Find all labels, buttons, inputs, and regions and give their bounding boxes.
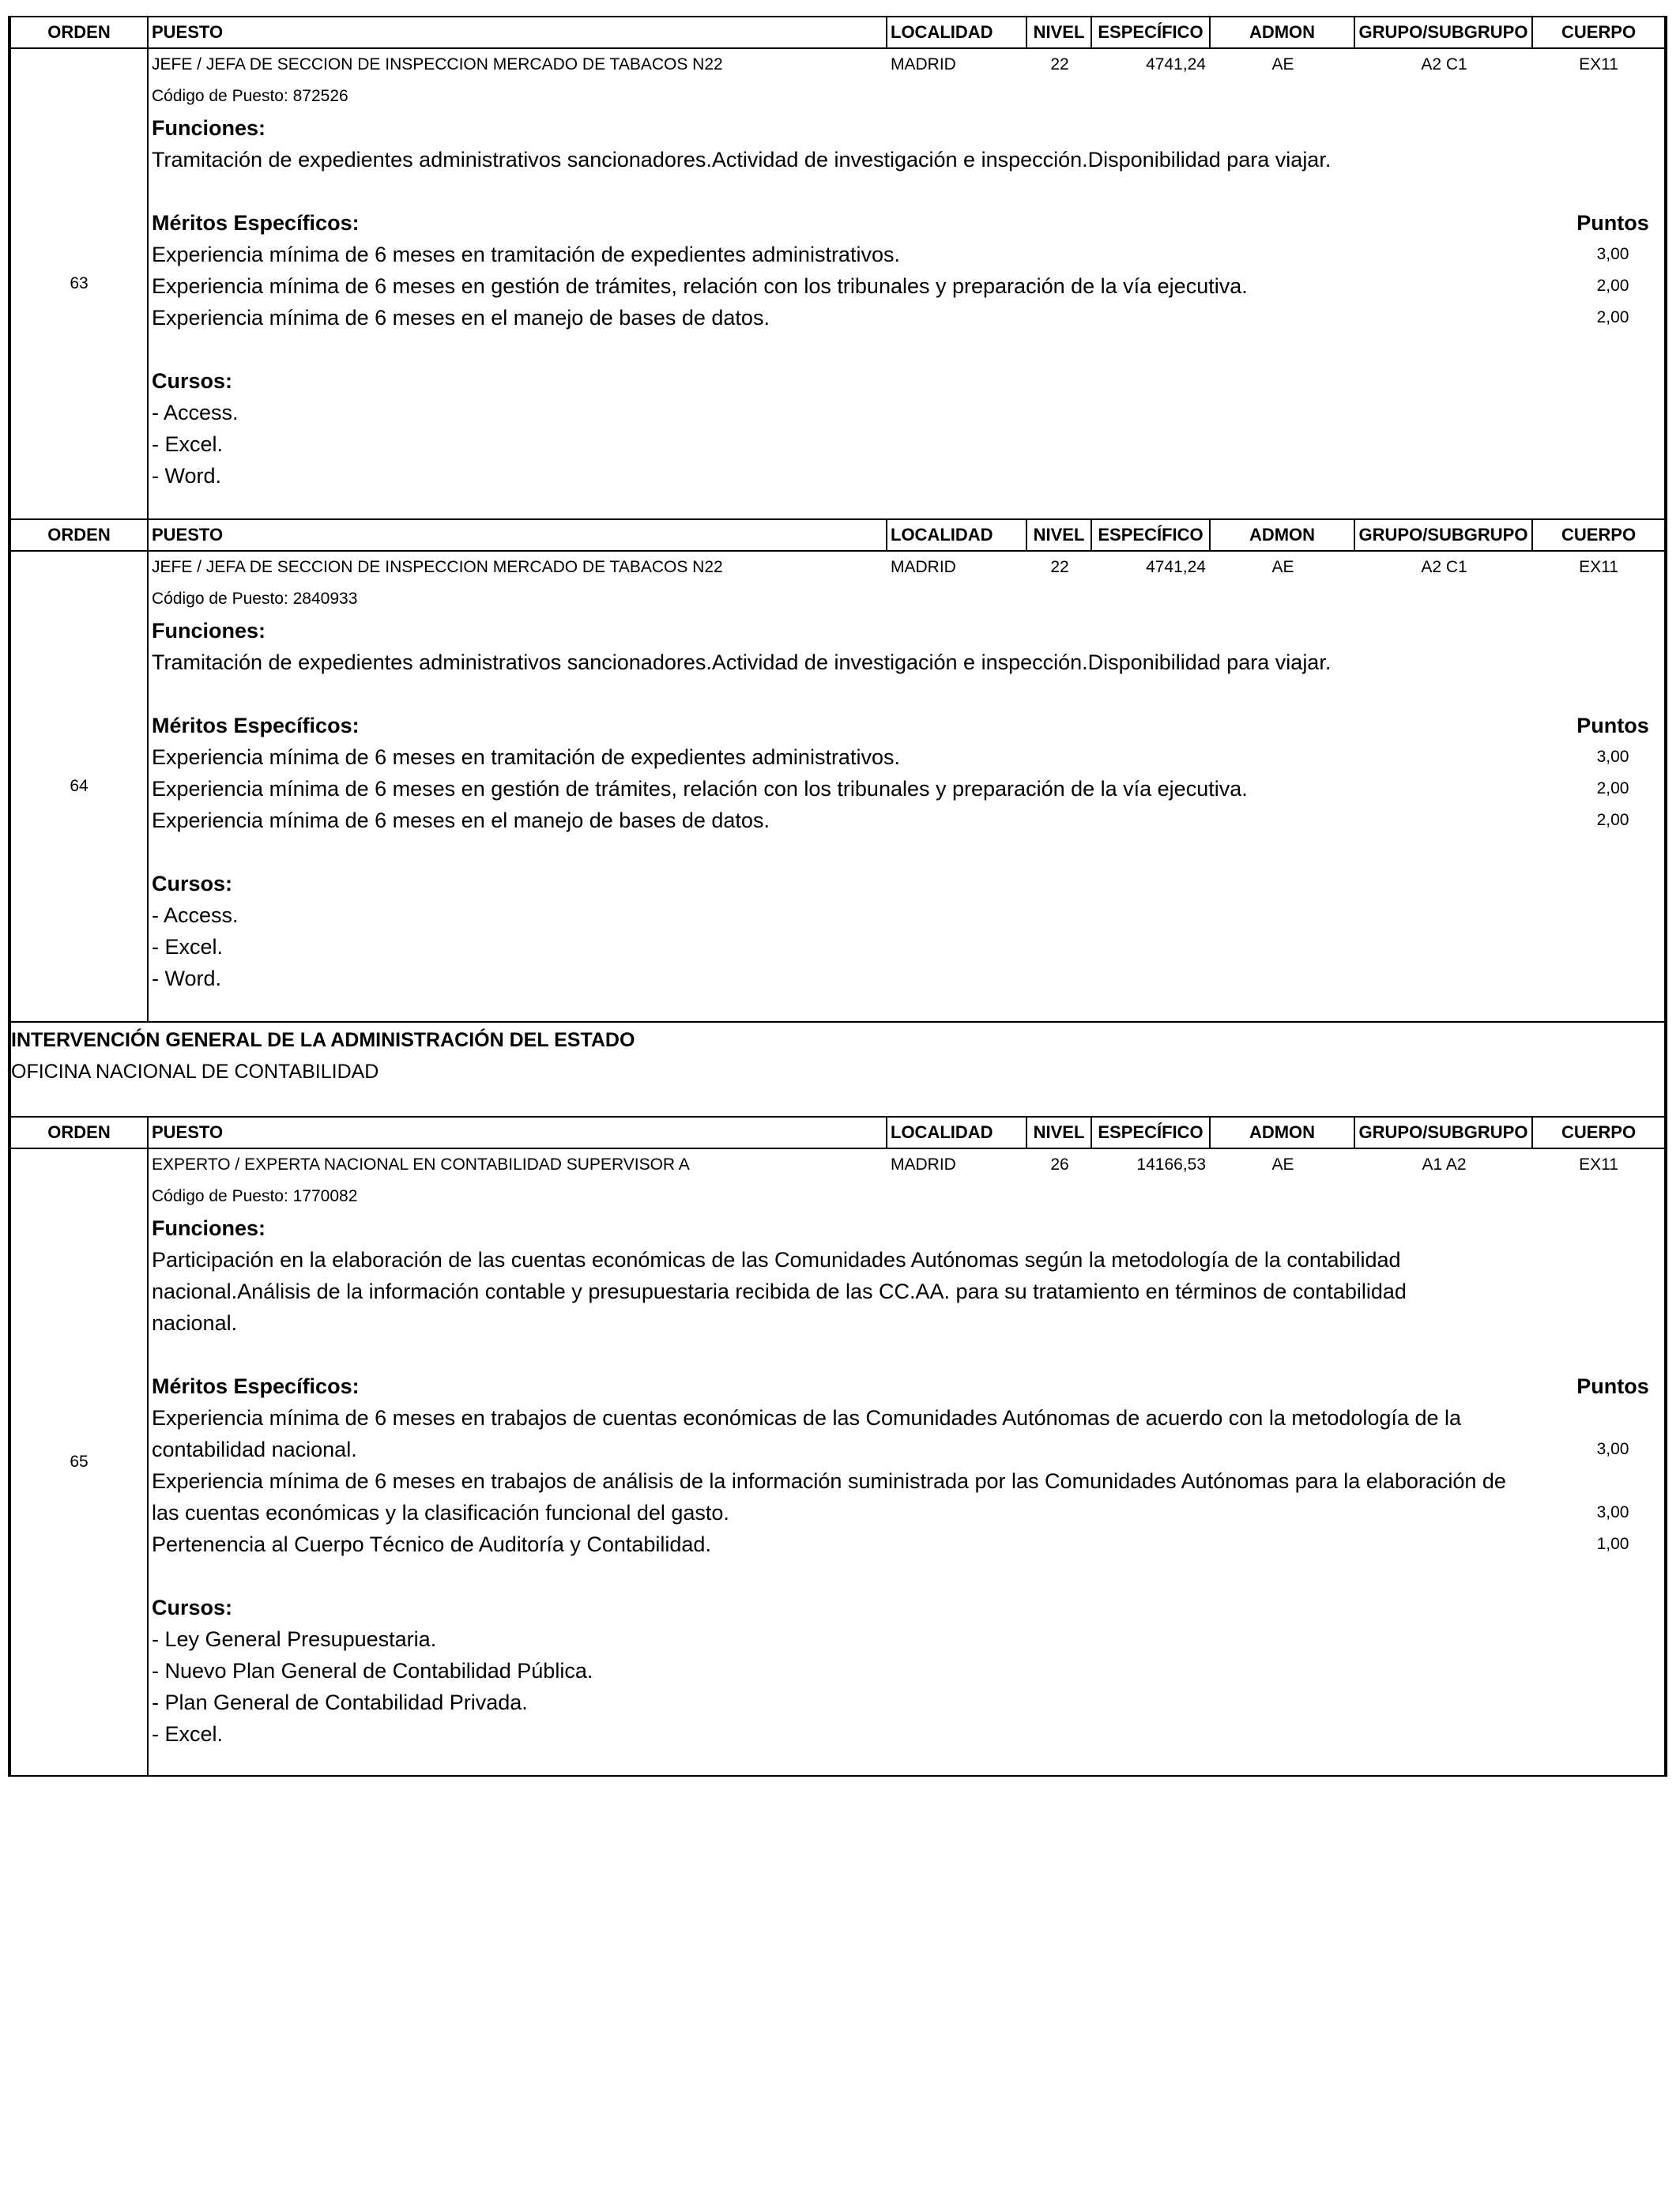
funciones-text: Tramitación de expedientes administrativos sancionadores.Actividad de investigación e inspección.Disponibilidad para viajar. bbox=[152, 148, 1332, 172]
header-localidad: LOCALIDAD bbox=[887, 17, 1027, 47]
header-puesto: PUESTO bbox=[149, 1118, 887, 1148]
meritos-label: Méritos Específicos: bbox=[152, 1374, 360, 1398]
puntos-label: Puntos bbox=[1576, 1374, 1649, 1398]
section-title: INTERVENCIÓN GENERAL DE LA ADMINISTRACIÓN DEL ESTADO bbox=[11, 1029, 635, 1051]
job-summary-row bbox=[152, 552, 1664, 583]
curso-item: - Word. bbox=[152, 464, 222, 488]
merito-text: Experiencia mínima de 6 meses en trabajos de análisis de la información suministrada por las Comunidades Autónomas para la elaboración de las cuentas económicas y la clasificación funcional del gasto. bbox=[152, 1469, 1506, 1525]
header-orden: ORDEN bbox=[11, 1118, 149, 1148]
especifico-value: 4741,24 bbox=[1146, 55, 1206, 74]
merito-row bbox=[152, 1529, 1664, 1560]
puesto-title: EXPERTO / EXPERTA NACIONAL EN CONTABILIDAD SUPERVISOR A bbox=[152, 1155, 690, 1174]
grupo-value: A2 C1 bbox=[1421, 558, 1467, 576]
merito-points: 3,00 bbox=[1596, 245, 1629, 263]
merito-row bbox=[152, 1465, 1664, 1529]
nivel-value: 22 bbox=[1050, 55, 1069, 74]
header-localidad: LOCALIDAD bbox=[887, 520, 1027, 550]
curso-item: - Access. bbox=[152, 401, 239, 424]
header-orden: ORDEN bbox=[11, 17, 149, 47]
job-block bbox=[11, 1149, 1664, 1777]
orden-number: 63 bbox=[11, 49, 149, 518]
header-nivel: NIVEL bbox=[1027, 1118, 1092, 1148]
header-cuerpo: CUERPO bbox=[1561, 525, 1637, 545]
cursos-label: Cursos: bbox=[152, 1596, 233, 1619]
header-puesto: PUESTO bbox=[149, 17, 887, 47]
merito-text: Experiencia mínima de 6 meses en tramitación de expedientes administrativos. bbox=[152, 243, 900, 266]
nivel-value: 26 bbox=[1050, 1155, 1069, 1174]
orden-number: 65 bbox=[11, 1149, 149, 1775]
curso-item: - Excel. bbox=[152, 432, 224, 456]
curso-item: - Plan General de Contabilidad Privada. bbox=[152, 1691, 528, 1714]
header-nivel: NIVEL bbox=[1027, 17, 1092, 47]
merito-points: 1,00 bbox=[1596, 1535, 1629, 1553]
job-body bbox=[149, 49, 1664, 518]
cursos-label: Cursos: bbox=[152, 872, 233, 895]
funciones-text: Participación en la elaboración de las cuentas económicas de las Comunidades Autónomas según la metodología de la contabilidad nacional.Análisis de la información contable y presupuestaria recibida de las CC.AA. para su tratamiento en términos de contabilidad nacional. bbox=[152, 1248, 1407, 1335]
merito-row bbox=[152, 239, 1664, 270]
merito-points: 2,00 bbox=[1596, 308, 1629, 326]
table-header bbox=[11, 1118, 1664, 1149]
merito-text: Experiencia mínima de 6 meses en trabajos de cuentas económicas de las Comunidades Autónomas de acuerdo con la metodología de la contabilidad nacional. bbox=[152, 1406, 1461, 1461]
merito-row bbox=[152, 302, 1664, 334]
puntos-label: Puntos bbox=[1576, 714, 1649, 737]
document-table bbox=[8, 16, 1667, 1777]
header-nivel: NIVEL bbox=[1027, 520, 1092, 550]
cursos-label: Cursos: bbox=[152, 369, 233, 393]
meritos-label: Méritos Específicos: bbox=[152, 714, 360, 737]
merito-row bbox=[152, 741, 1664, 773]
header-especifico: ESPECÍFICO bbox=[1092, 520, 1211, 550]
header-especifico: ESPECÍFICO bbox=[1092, 1118, 1211, 1148]
job-block bbox=[11, 552, 1664, 1023]
job-block bbox=[11, 49, 1664, 520]
curso-item: - Ley General Presupuestaria. bbox=[152, 1627, 437, 1651]
funciones-label: Funciones: bbox=[152, 116, 266, 140]
merito-text: Experiencia mínima de 6 meses en gestión de trámites, relación con los tribunales y preparación de la vía ejecutiva. bbox=[152, 274, 1248, 298]
curso-item: - Access. bbox=[152, 903, 239, 927]
puesto-title: JEFE / JEFA DE SECCION DE INSPECCION MERCADO DE TABACOS N22 bbox=[152, 55, 723, 74]
codigo-puesto: Código de Puesto: 1770082 bbox=[152, 1187, 358, 1205]
merito-row bbox=[152, 1402, 1664, 1465]
funciones-text: Tramitación de expedientes administrativos sancionadores.Actividad de investigación e inspección.Disponibilidad para viajar. bbox=[152, 650, 1332, 674]
header-grupo: GRUPO/SUBGRUPO bbox=[1355, 17, 1533, 47]
header-cuerpo: CUERPO bbox=[1561, 22, 1637, 42]
codigo-puesto: Código de Puesto: 2840933 bbox=[152, 590, 358, 608]
grupo-value: A1 A2 bbox=[1422, 1155, 1467, 1174]
localidad-value: MADRID bbox=[891, 558, 956, 576]
merito-points: 3,00 bbox=[1596, 1440, 1629, 1458]
admon-value: AE bbox=[1271, 558, 1294, 576]
header-cuerpo: CUERPO bbox=[1561, 1122, 1637, 1142]
merito-points: 3,00 bbox=[1596, 748, 1629, 766]
especifico-value: 4741,24 bbox=[1146, 558, 1206, 576]
section-heading bbox=[11, 1023, 1664, 1118]
header-orden: ORDEN bbox=[11, 520, 149, 550]
localidad-value: MADRID bbox=[891, 1155, 956, 1174]
grupo-value: A2 C1 bbox=[1421, 55, 1467, 74]
header-admon: ADMON bbox=[1211, 17, 1355, 47]
nivel-value: 22 bbox=[1050, 558, 1069, 576]
header-admon: ADMON bbox=[1211, 520, 1355, 550]
codigo-puesto: Código de Puesto: 872526 bbox=[152, 87, 348, 105]
curso-item: - Excel. bbox=[152, 935, 224, 959]
merito-points: 2,00 bbox=[1596, 811, 1629, 829]
orden-number: 64 bbox=[11, 552, 149, 1021]
header-especifico: ESPECÍFICO bbox=[1092, 17, 1211, 47]
header-grupo: GRUPO/SUBGRUPO bbox=[1355, 1118, 1533, 1148]
job-body bbox=[149, 1149, 1664, 1775]
puesto-title: JEFE / JEFA DE SECCION DE INSPECCION MERCADO DE TABACOS N22 bbox=[152, 558, 723, 576]
section-subtitle: OFICINA NACIONAL DE CONTABILIDAD bbox=[11, 1061, 379, 1083]
meritos-label: Méritos Específicos: bbox=[152, 211, 360, 235]
table-header bbox=[11, 17, 1664, 49]
table-header bbox=[11, 520, 1664, 552]
merito-text: Experiencia mínima de 6 meses en gestión de trámites, relación con los tribunales y preparación de la vía ejecutiva. bbox=[152, 777, 1248, 801]
merito-row bbox=[152, 773, 1664, 805]
cuerpo-value: EX11 bbox=[1579, 1155, 1618, 1174]
merito-row bbox=[152, 270, 1664, 302]
merito-points: 3,00 bbox=[1596, 1503, 1629, 1521]
curso-item: - Word. bbox=[152, 967, 222, 990]
merito-points: 2,00 bbox=[1596, 277, 1629, 295]
admon-value: AE bbox=[1271, 55, 1294, 74]
merito-text: Pertenencia al Cuerpo Técnico de Auditoría y Contabilidad. bbox=[152, 1532, 711, 1556]
merito-points: 2,00 bbox=[1596, 779, 1629, 797]
job-body bbox=[149, 552, 1664, 1021]
funciones-label: Funciones: bbox=[152, 619, 266, 643]
curso-item: - Excel. bbox=[152, 1722, 224, 1746]
header-admon: ADMON bbox=[1211, 1118, 1355, 1148]
header-localidad: LOCALIDAD bbox=[887, 1118, 1027, 1148]
puntos-label: Puntos bbox=[1576, 211, 1649, 235]
job-summary-row bbox=[152, 49, 1664, 81]
merito-row bbox=[152, 805, 1664, 836]
especifico-value: 14166,53 bbox=[1136, 1155, 1206, 1174]
admon-value: AE bbox=[1271, 1155, 1294, 1174]
funciones-label: Funciones: bbox=[152, 1216, 266, 1240]
job-summary-row bbox=[152, 1149, 1664, 1181]
localidad-value: MADRID bbox=[891, 55, 956, 74]
merito-text: Experiencia mínima de 6 meses en el manejo de bases de datos. bbox=[152, 809, 770, 832]
merito-text: Experiencia mínima de 6 meses en tramitación de expedientes administrativos. bbox=[152, 745, 900, 769]
cuerpo-value: EX11 bbox=[1579, 558, 1618, 576]
header-grupo: GRUPO/SUBGRUPO bbox=[1355, 520, 1533, 550]
cuerpo-value: EX11 bbox=[1579, 55, 1618, 74]
header-puesto: PUESTO bbox=[149, 520, 887, 550]
curso-item: - Nuevo Plan General de Contabilidad Pública. bbox=[152, 1659, 593, 1683]
merito-text: Experiencia mínima de 6 meses en el manejo de bases de datos. bbox=[152, 306, 770, 330]
